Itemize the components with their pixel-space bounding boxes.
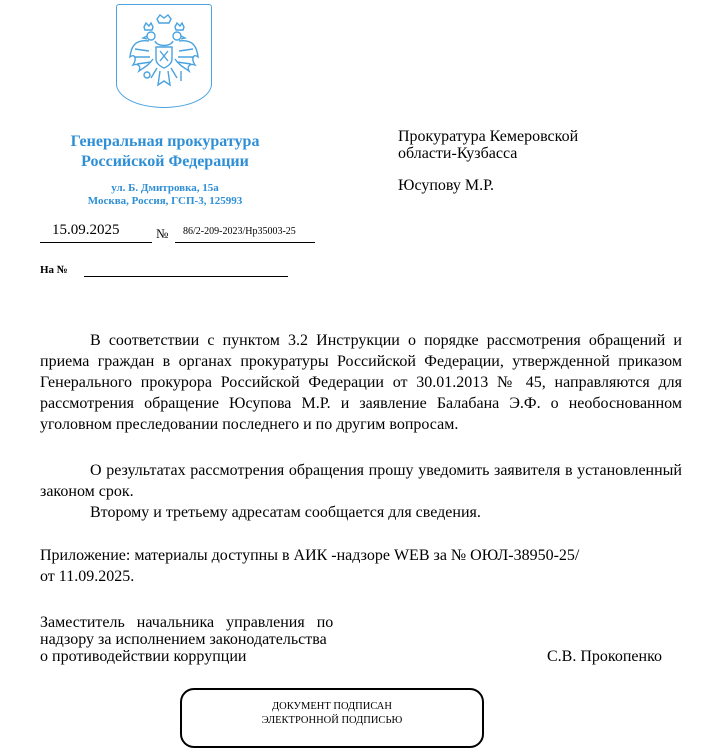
signer-title-line3: о противодействии коррупции bbox=[40, 648, 247, 665]
address-line1: ул. Б. Дмитровка, 15а bbox=[111, 182, 219, 194]
attachment-line2: от 11.09.2025. bbox=[40, 568, 135, 585]
registration-underline bbox=[175, 242, 315, 243]
document-date: 15.09.2025 bbox=[52, 222, 120, 238]
stamp-line1: ДОКУМЕНТ ПОДПИСАН bbox=[272, 701, 392, 712]
body-paragraph-3: Второму и третьему адресатам сообщается для сведения. bbox=[90, 504, 481, 521]
signer-title-line1: Заместитель начальника управления по bbox=[40, 614, 334, 631]
organization-address bbox=[20, 182, 310, 208]
recipient-organization bbox=[398, 128, 578, 162]
recipient-name: Юсупову М.Р. bbox=[398, 177, 495, 194]
attachment-line1: Приложение: материалы доступны в АИК -надзоре WEB за № ОЮЛ-38950-25/ bbox=[40, 547, 580, 564]
double-headed-eagle-icon bbox=[127, 13, 201, 93]
recipient-line2: области-Кузбасса bbox=[398, 145, 518, 162]
signer-name: С.В. Прокопенко bbox=[547, 648, 663, 665]
number-sign: № bbox=[156, 226, 169, 241]
reference-label: На № bbox=[40, 264, 68, 276]
date-underline bbox=[40, 242, 152, 243]
org-name-line2: Российской Федерации bbox=[81, 153, 249, 170]
signer-title-line2: надзору за исполнением законодательства bbox=[40, 631, 327, 648]
signer-title bbox=[40, 614, 385, 665]
body-paragraph-2: О результатах рассмотрения обращения прошу уведомить заявителя в установленный законом срок. bbox=[40, 462, 682, 500]
org-name-line1: Генеральная прокуратура bbox=[70, 133, 260, 150]
registration-number: 86/2-209-2023/Нр35003-25 bbox=[183, 226, 296, 237]
address-line2: Москва, Россия, ГСП-3, 125993 bbox=[87, 195, 243, 207]
reference-underline bbox=[84, 276, 288, 277]
electronic-signature-stamp bbox=[180, 688, 484, 748]
state-emblem bbox=[116, 4, 212, 108]
recipient-line1: Прокуратура Кемеровской bbox=[398, 128, 579, 145]
stamp-line2: ЭЛЕКТРОННОЙ ПОДПИСЬЮ bbox=[261, 715, 403, 726]
attachment-note bbox=[40, 545, 700, 587]
body-paragraph-1: В соответствии с пунктом 3.2 Инструкции о порядке рассмотрения обращений и приема граждан в органах прокуратуры Российской Федерации, утвержденной приказом Генерального прокурора Российской Федерации от 30.01.2013 № 45, направляются для рассмотрения обращение Юсупова М.Р. и заявление Балабана Э.Ф. о необоснованном уголовном преследовании последнего и по другим вопросам. bbox=[40, 332, 682, 433]
organization-name bbox=[20, 132, 310, 172]
